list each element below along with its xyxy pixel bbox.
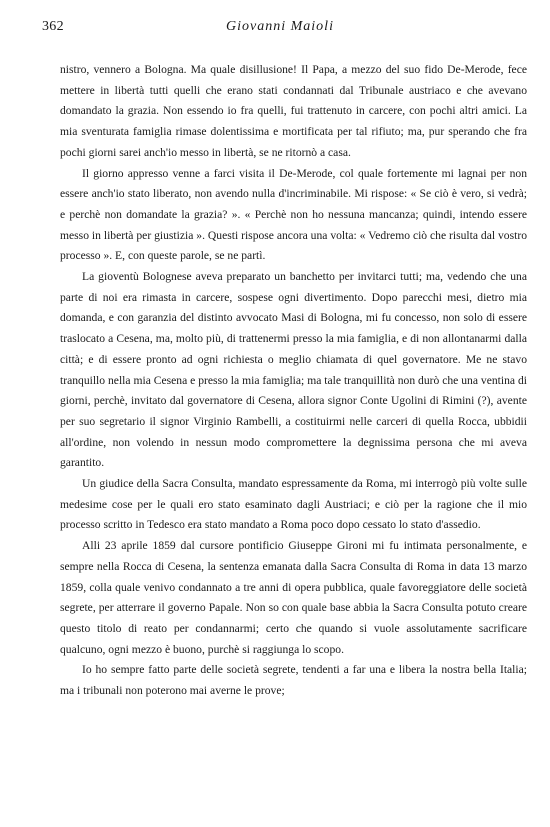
paragraph: Un giudice della Sacra Consulta, mandato espressamente da Roma, mi interrogò più volte sulle medesime cose per le quali ero stato esaminato dagli Austriaci; e ciò per la ragione che il mio processo scritto in Tedesco era stato mandato a Roma poco dopo cessato lo stato d'assedio. (60, 477, 527, 532)
paragraph: Alli 23 aprile 1859 dal cursore pontificio Giuseppe Gironi mi fu intimata personalmente, e sempre nella Rocca di Cesena, la sentenza emanata dalla Sacra Consulta di Roma in data 13 marzo 1859, colla quale venivo condannato a tre anni di opera pubblica, quale favoreggiatore delle società segrete, per atterrare il governo Papale. Non so con quale base abbia la Sacra Consulta potuto creare questo titolo di reato per condannarmi; certo che quando si vuole assolutamente sacrificare qualcuno, ogni mezzo è buono, purchè si raggiunga lo scopo. (60, 539, 527, 656)
paragraph-continued: nistro, vennero a Bologna. Ma quale disillusione! Il Papa, a mezzo del suo fido De-Merode, fece mettere in libertà tutti quelli che erano stati condannati dal Tribunale austriaco e che avevano domandato la grazia. Non essendo io fra quelli, fui trattenuto in carcere, con pochi altri amici. La mia sventurata famiglia rimase dolentissima e mortificata per tal rifiuto; ma, pur sperando che fra pochi giorni sarei anch'io messo in libertà, se ne ritornò a casa. (60, 63, 527, 159)
paragraph: Il giorno appresso venne a farci visita il De-Merode, col quale fortemente mi lagnai per non essere anch'io stato liberato, non avendo nulla d'incriminabile. Mi rispose: « Se ciò è vero, si vedrà; e perchè non domandate la grazia? ». « Perchè non ho nessuna mancanza; quindi, intendo essere messo in libertà per giustizia ». Questi rispose ancora una volta: « Vedremo ciò che risulta dal vostro processo ». E, con queste parole, se ne partì. (60, 166, 527, 263)
page-number: 362 (42, 19, 64, 34)
page-body (60, 60, 527, 702)
paragraph: La gioventù Bolognese aveva preparato un banchetto per invitarci tutti; ma, vedendo che una parte di noi era rimasta in carcere, sospese ogni divertimento. Dopo parecchi mesi, dietro mia domanda, e con garanzia del distinto avvocato Masi di Bologna, mi fu concesso, non solo di essere traslocato a Cesena, ma, molto più, di trattenermi presso la mia famiglia, e di non allontanarmi dalla città; e di essere pronto ad ogni richiesta o meglio chiamata di quel governatore. Me ne stavo tranquillo nella mia Cesena e presso la mia famiglia; ma tale tranquillità non durò che una ventina di giorni, perchè, invitato dal governatore di Cesena, allora signor Conte Ugolini di Rimini (?), avente per suo segretario il signor Virginio Rambelli, a costituirmi nelle carceri di quella Rocca, ubbidii all'ordine, non volendo in nessun modo compromettere la degnissima persona che mi aveva garantito. (60, 270, 527, 470)
paragraph: Io ho sempre fatto parte delle società segrete, tendenti a far una e libera la nostra bella Italia; ma i tribunali non poterono mai averne le prove; (60, 663, 527, 698)
running-head: Giovanni Maioli (226, 19, 334, 34)
page-header (40, 17, 520, 39)
